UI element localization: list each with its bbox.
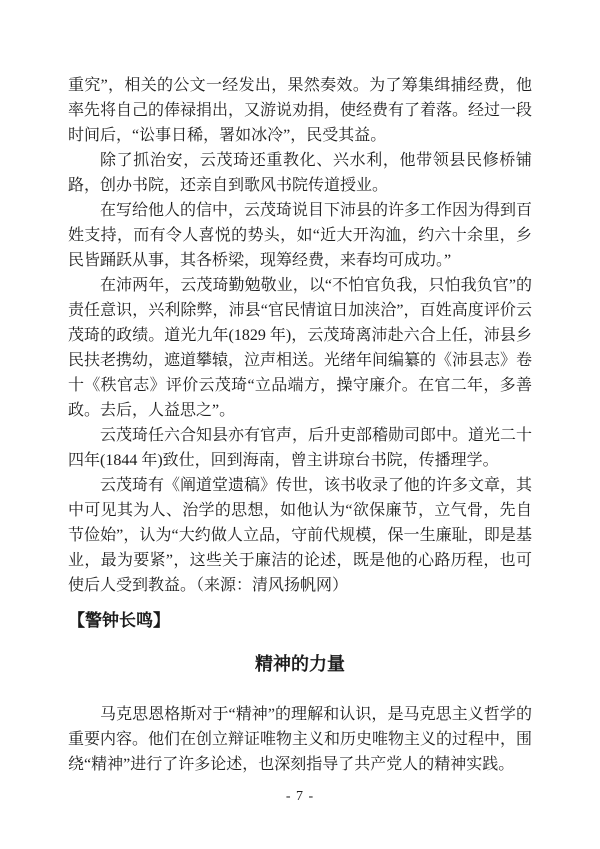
article-body-continuation xyxy=(68,73,532,598)
article-title: 精神的力量 xyxy=(255,654,345,674)
paragraph: 马克思恩格斯对于“精神”的理解和认识，是马克思主义哲学的重要内容。他们在创立辩证唯物主义和历史唯物主义的过程中，围绕“精神”进行了许多论述，也深刻指导了共产党人的精神实践。 xyxy=(68,706,533,773)
paragraph: 云茂琦任六合知县亦有官声，后升吏部稽勋司郎中。道光二十四年(1844 年)致仕，回到海南，曾主讲琼台书院，传播理学。 xyxy=(68,427,533,469)
section-header: 【警钟长鸣】 xyxy=(68,611,170,630)
paragraph: 云茂琦有《阐道堂遗稿》传世，该书收录了他的许多文章，其中可见其为人、治学的思想，如他认为“欲保廉节，立气骨，先自节俭始”，认为“大约做人立品，守前代规模，保一生廉耻，即是基业，最为要紧”，这些关于廉洁的论述，既是他的心路历程，也可使后人受到教益。（来源：清风扬帆网） xyxy=(68,477,533,594)
paragraph: 在写给他人的信中，云茂琦说目下沛县的许多工作因为得到百姓支持，而有令人喜悦的势头，如“近大开沟洫，约六十余里，乡民皆踊跃从事，其各桥梁，现筹经费，来春均可成功。” xyxy=(68,202,533,269)
page-number: - 7 - xyxy=(285,789,315,804)
paragraph: 重究”，相关的公文一经发出，果然奏效。为了筹集缉捕经费，他率先将自己的俸禄捐出，又游说劝捐，使经费有了着落。经过一段时间后，“讼事日稀，署如冰冷”，民受其益。 xyxy=(68,77,533,144)
paragraph: 除了抓治安，云茂琦还重教化、兴水利，他带领县民修桥铺路，创办书院，还亲自到歌风书院传道授业。 xyxy=(68,152,532,194)
paragraph: 在沛两年，云茂琦勤勉敬业，以“不怕官负我，只怕我负官”的责任意识，兴利除弊，沛县“官民情谊日加浃洽”，百姓高度评价云茂琦的政绩。道光九年(1829 年)，云茂琦离沛赴六合上任，沛县乡民扶老携幼，遮道攀辕，泣声相送。光绪年间编纂的《沛县志》卷十《秩官志》评价云茂琦“立品端方，操守廉介。在官二年，多善政。去后，人益思之”。 xyxy=(68,277,533,419)
